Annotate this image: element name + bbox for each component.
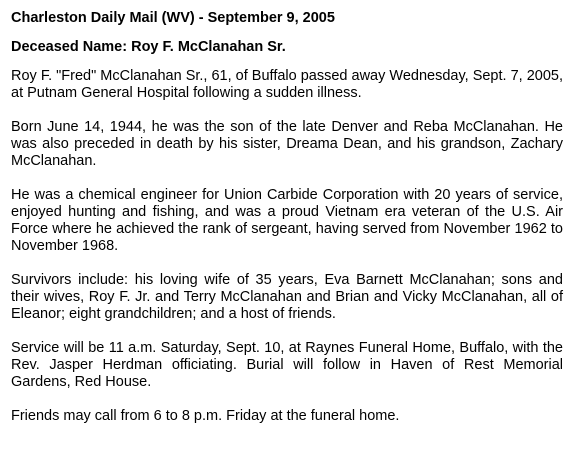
obituary-document — [11, 10, 563, 425]
obituary-paragraph-intro: Roy F. "Fred" McClanahan Sr., 61, of Buffalo passed away Wednesday, Sept. 7, 2005, at Putnam General Hospital following a sudden illness. — [11, 68, 563, 101]
obituary-paragraph-survivors: Survivors include: his loving wife of 35 years, Eva Barnett McClanahan; sons and their wives, Roy F. Jr. and Terry McClanahan and Brian and Vicky McClanahan, all of Eleanor; eight grandchildren; and a host of friends. — [11, 272, 563, 322]
obituary-paragraph-service: Service will be 11 a.m. Saturday, Sept. 10, at Raynes Funeral Home, Buffalo, with the Rev. Jasper Herdman officiating. Burial will follow in Haven of Rest Memorial Gardens, Red House. — [11, 340, 563, 390]
obituary-paragraph-career: He was a chemical engineer for Union Carbide Corporation with 20 years of service, enjoyed hunting and fishing, and was a proud Vietnam era veteran of the U.S. Air Force where he achieved the rank of sergeant, having served from November 1962 to November 1968. — [11, 187, 563, 254]
obituary-paragraph-visitation: Friends may call from 6 to 8 p.m. Friday at the funeral home. — [11, 408, 400, 424]
newspaper-source-heading: Charleston Daily Mail (WV) - September 9, 2005 — [11, 10, 335, 26]
deceased-name-heading: Deceased Name: Roy F. McClanahan Sr. — [11, 39, 286, 55]
obituary-paragraph-family-history: Born June 14, 1944, he was the son of the late Denver and Reba McClanahan. He was also preceded in death by his sister, Dreama Dean, and his grandson, Zachary McClanahan. — [11, 119, 563, 169]
